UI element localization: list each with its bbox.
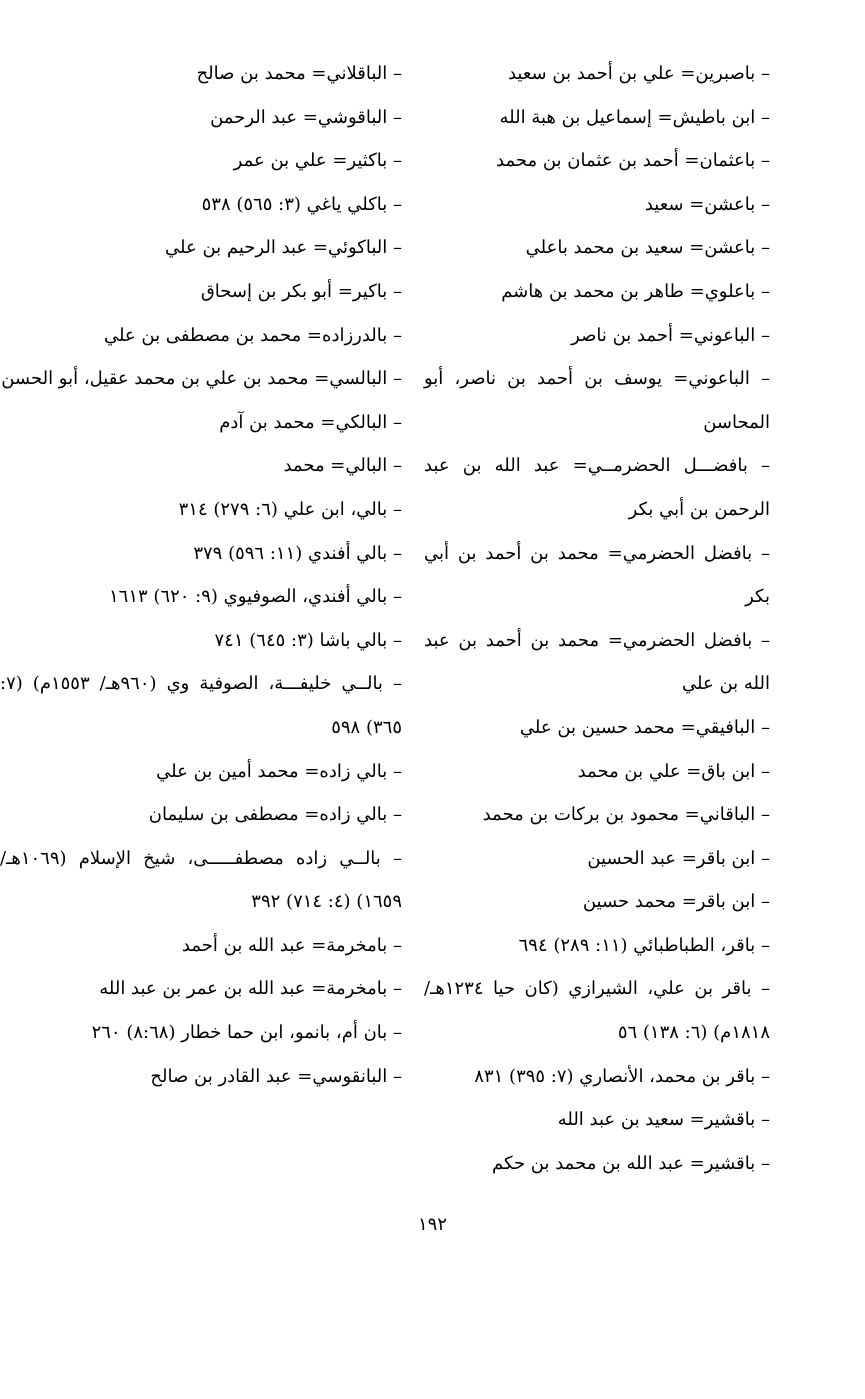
index-entry: – الباعوني= يوسف بن أحمد بن ناصر، أبو المحاسن xyxy=(424,368,770,433)
index-entry: – بامخرمة= عبد الله بن عمر بن عبد الله xyxy=(99,978,402,1000)
index-entry: – باكير= أبو بكر بن إسحاق xyxy=(200,280,402,302)
index-entry: – بان أم، بانمو، ابن حما خطار (٨:٦٨) ٢٦٠ xyxy=(91,1022,402,1044)
index-entry: – بالي زاده= مصطفى بن سليمان xyxy=(148,804,402,826)
index-entry: – بالي أفندي (١١: ٥٩٦) ٣٧٩ xyxy=(193,542,402,564)
index-entry: – الباقاني= محمود بن بركات بن محمد xyxy=(482,804,770,826)
index-entry: – الباقلاني= محمد بن صالح xyxy=(196,63,402,84)
index-entry: – باقشير= سعيد بن عبد الله xyxy=(557,1109,770,1131)
index-column-left xyxy=(0,52,402,1098)
index-entry: – باكثير= علي بن عمر xyxy=(233,150,402,172)
index-entry: – باعشن= سعيد بن محمد باعلي xyxy=(525,237,770,259)
index-entry: – ابن باطيش= إسماعيل بن هبة الله xyxy=(499,106,770,128)
index-entry: – الباقوشي= عبد الرحمن xyxy=(210,106,402,128)
index-entry: – بالي باشا (٣: ٦٤٥) ٧٤١ xyxy=(214,629,402,651)
index-entry: – باقشير= عبد الله بن محمد بن حكم xyxy=(492,1152,770,1174)
index-entry: – البافيقي= محمد حسين بن علي xyxy=(519,716,770,738)
index-entry: – بالدرزاده= محمد بن مصطفى بن علي xyxy=(103,324,402,346)
page-number: ١٩٢ xyxy=(417,1214,447,1235)
index-entry: – باعلوي= طاهر بن محمد بن هاشم xyxy=(501,280,770,302)
index-entry: – البالكي= محمد بن آدم xyxy=(219,411,402,433)
index-entry: – باعشن= سعيد xyxy=(644,193,770,215)
index-entry: – بالــي زاده مصطفـــــى، شيخ الإسلام (١٠٦٩هـ/ ١٦٥٩) (٤: ٧١٤) ٣٩٢ xyxy=(0,847,402,913)
index-column-right xyxy=(424,52,770,1185)
index-entry: – بافضل الحضرمي= محمد بن أحمد بن عبد الله بن علي xyxy=(424,629,770,695)
index-entry: – البالسي= محمد بن علي بن محمد عقيل، أبو الحسن xyxy=(1,368,402,390)
index-entry: – بالــي خليفـــة، الصوفية وي (٩٦٠هـ/ ١٥٥٣م) (٧: ٣٦٥) ٥٩٨ xyxy=(0,673,402,738)
index-entry: – باقر، الطباطبائي (١١: ٢٨٩) ٦٩٤ xyxy=(518,934,770,956)
index-entry: – بالي زاده= محمد أمين بن علي xyxy=(156,760,402,782)
index-entry: – باصبرين= علي بن أحمد بن سعيد xyxy=(507,63,770,84)
index-entry: – باكلي ياغي (٣: ٥٦٥) ٥٣٨ xyxy=(201,193,402,215)
index-entry: – بافضل الحضرمي= محمد بن أحمد بن أبي بكر xyxy=(424,542,770,608)
index-entry: – البالي= محمد xyxy=(283,455,402,477)
index-entry: – الباعوني= أحمد بن ناصر xyxy=(571,324,770,346)
index-entry: – البانقوسي= عبد القادر بن صالح xyxy=(150,1065,402,1087)
index-entry: – ابن باق= علي بن محمد xyxy=(577,760,770,782)
index-entry: – بامخرمة= عبد الله بن أحمد xyxy=(181,934,402,956)
index-entry: – بافضـــل الحضرمــي= عبد الله بن عبد الرحمن بن أبي بكر xyxy=(424,455,770,520)
index-entry: – ابن باقر= محمد حسين xyxy=(582,891,770,913)
index-entry: – باعثمان= أحمد بن عثمان بن محمد xyxy=(496,150,770,172)
index-entry: – بالي، ابن علي (٦: ٢٧٩) ٣١٤ xyxy=(178,498,402,520)
index-entry: – بالي أفندي، الصوفيوي (٩: ٦٢٠) ١٦١٣ xyxy=(109,586,402,608)
index-entry: – ابن باقر= عبد الحسين xyxy=(587,847,770,869)
index-entry: – باقر بن محمد، الأنصاري (٧: ٣٩٥) ٨٣١ xyxy=(474,1065,770,1087)
index-entry: – باقر بن علي، الشيرازي (كان حيا ١٢٣٤هـ/ ١٨١٨م) (٦: ١٣٨) ٥٦ xyxy=(424,978,770,1044)
index-entry: – الباكوئي= عبد الرحيم بن علي xyxy=(165,237,402,259)
